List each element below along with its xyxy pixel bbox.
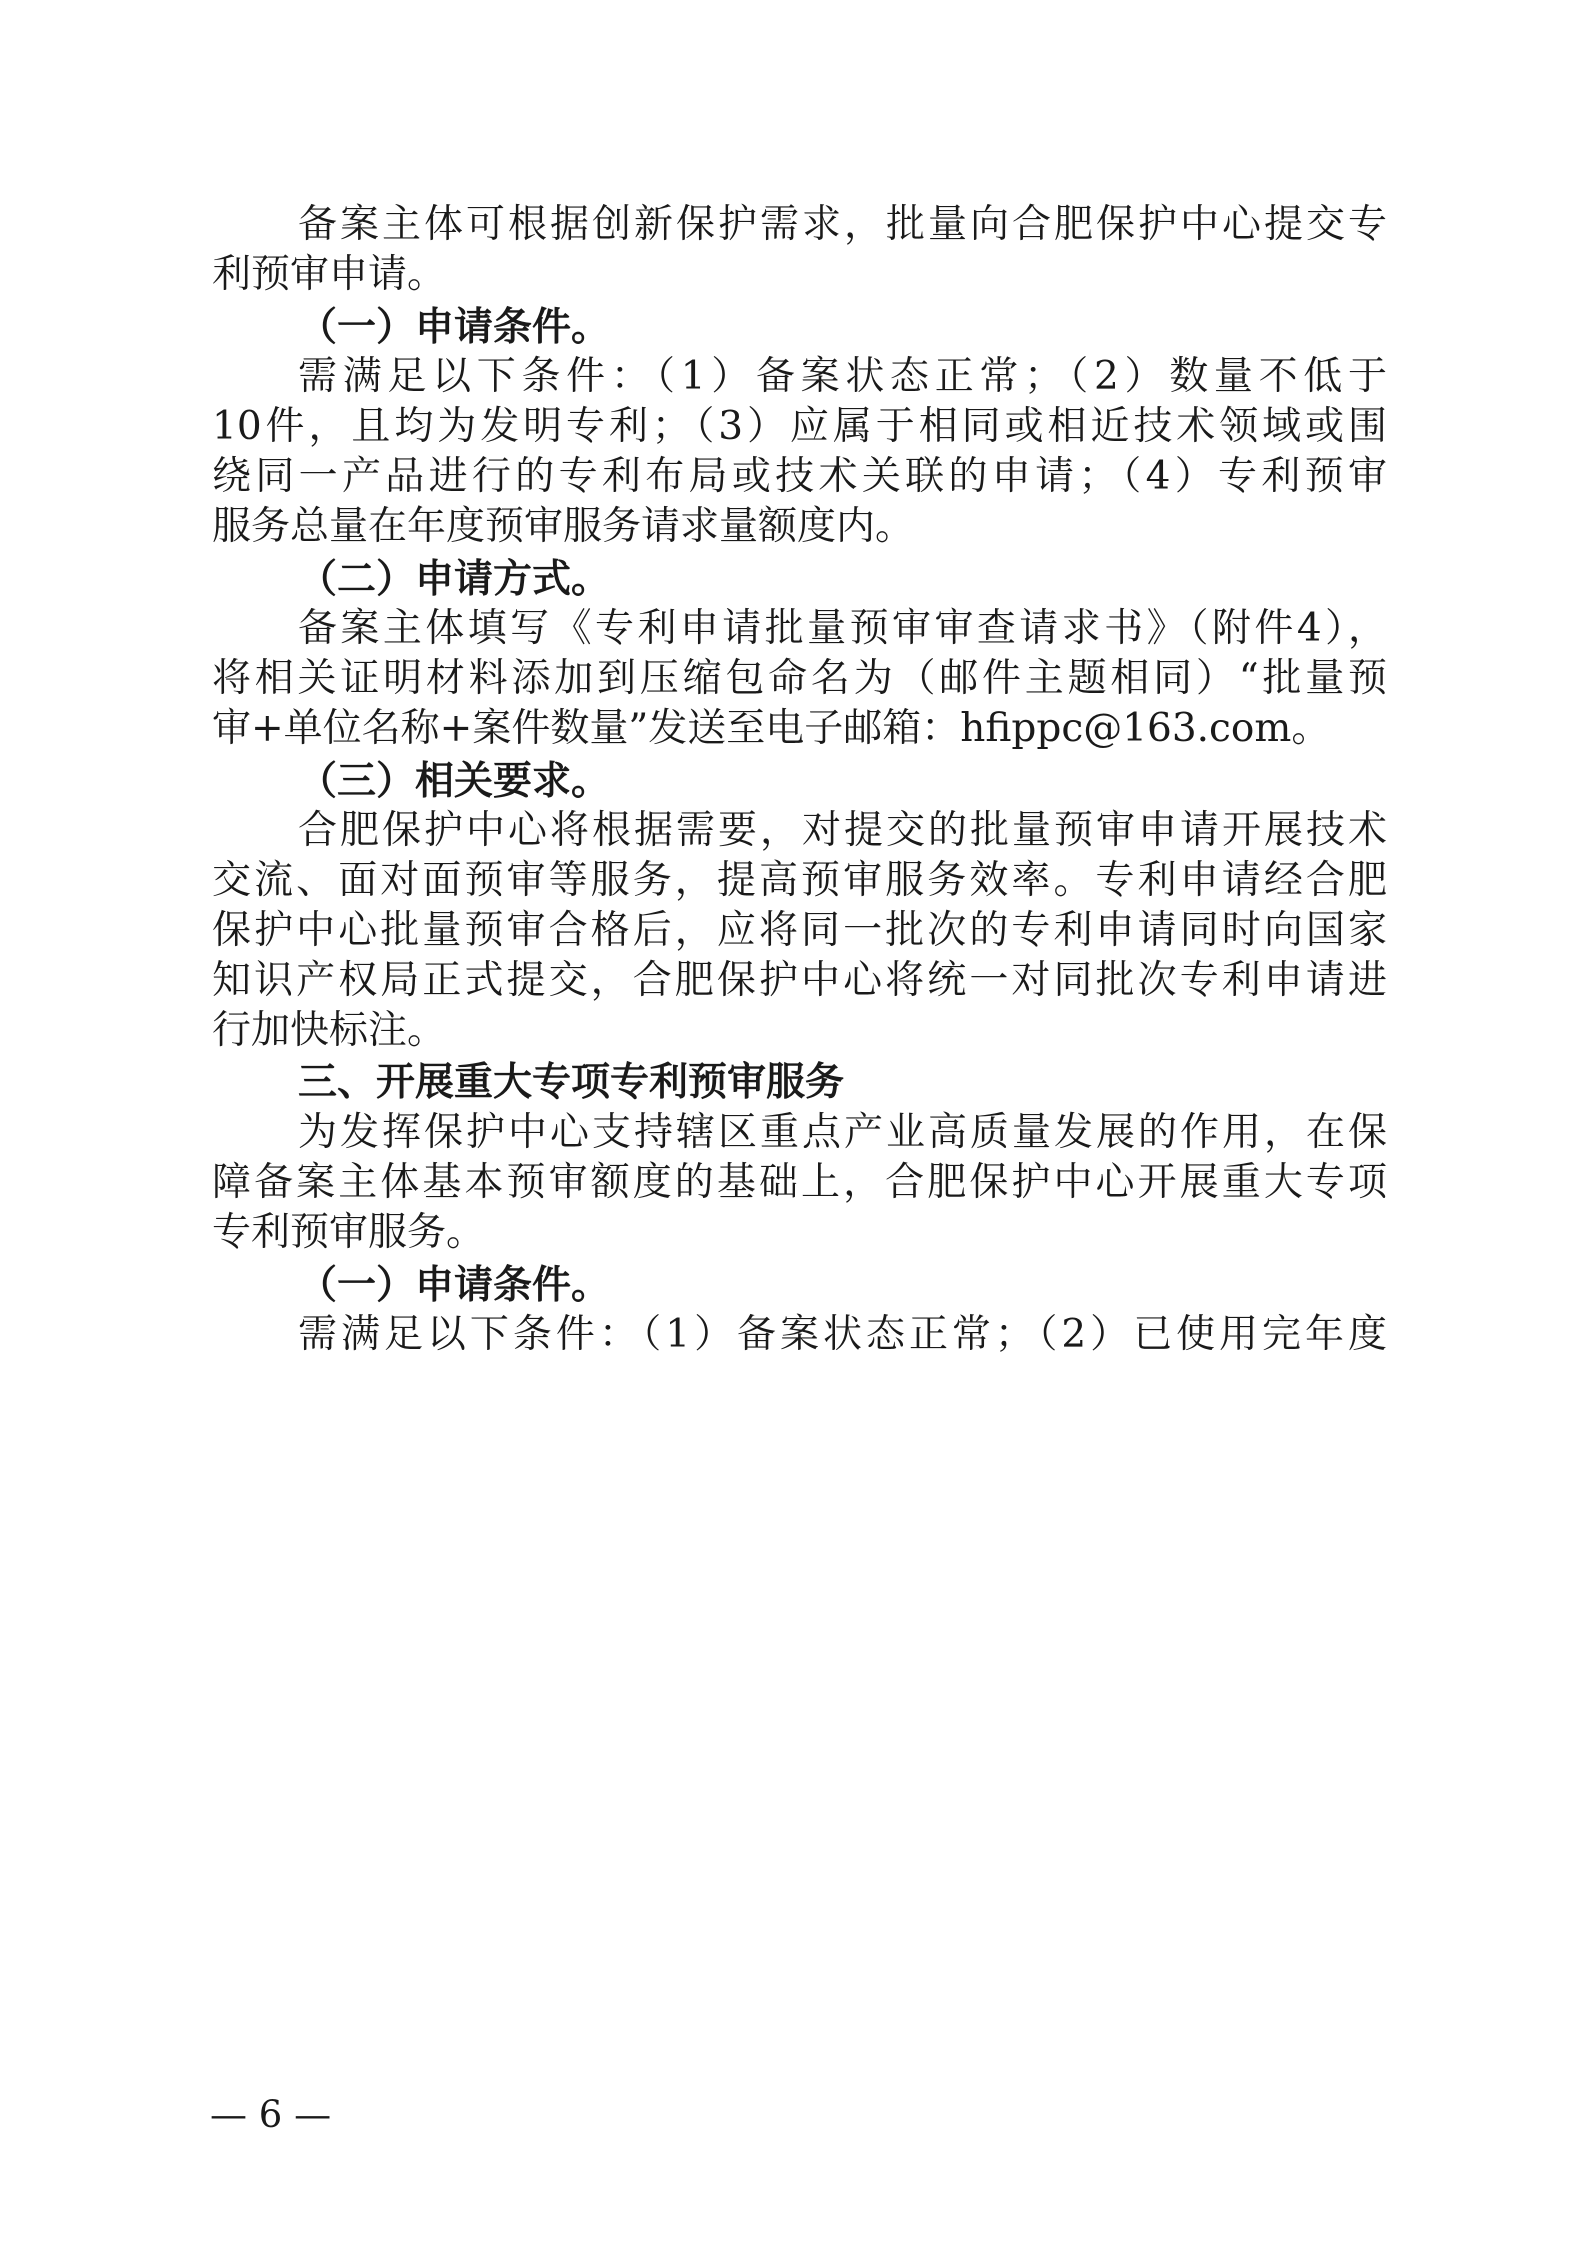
section-subheading: （三）相关要求。: [298, 758, 611, 804]
page-number: — 6 —: [210, 2093, 332, 2136]
paragraph-line: 行加快标注。: [212, 1008, 447, 1053]
paragraph-line: 备案主体可根据创新保护需求，批量向合肥保护中心提交专: [298, 202, 1387, 247]
paragraph-line: 服务总量在年度预审服务请求量额度内。: [212, 504, 915, 549]
section-subheading: （一）申请条件。: [298, 1262, 611, 1308]
paragraph-line: 审+单位名称+案件数量”发送至电子邮箱：hfippc@163.com。: [212, 706, 1331, 751]
paragraph-line: 利预审申请。: [212, 252, 447, 297]
section-heading: 三、开展重大专项专利预审服务: [298, 1060, 845, 1105]
paragraph-line: 10件，且均为发明专利；（3）应属于相同或相近技术领域或围: [212, 404, 1387, 449]
paragraph-line: 为发挥保护中心支持辖区重点产业高质量发展的作用，在保: [298, 1110, 1387, 1155]
paragraph-line: 备案主体填写《专利申请批量预审审查请求书》（附件4），: [298, 606, 1387, 651]
paragraph-line: 专利预审服务。: [212, 1210, 486, 1255]
paragraph-line: 合肥保护中心将根据需要，对提交的批量预审申请开展技术: [298, 808, 1387, 853]
section-subheading: （二）申请方式。: [298, 556, 611, 602]
paragraph-line: 需满足以下条件：（1）备案状态正常；（2）已使用完年度: [298, 1312, 1387, 1357]
paragraph-line: 将相关证明材料添加到压缩包命名为（邮件主题相同）“批量预: [212, 656, 1387, 701]
section-subheading: （一）申请条件。: [298, 304, 611, 350]
paragraph-line: 绕同一产品进行的专利布局或技术关联的申请；（4）专利预审: [212, 454, 1387, 499]
paragraph-line: 需满足以下条件：（1）备案状态正常；（2）数量不低于: [298, 354, 1387, 399]
paragraph-line: 知识产权局正式提交，合肥保护中心将统一对同批次专利申请进: [212, 958, 1387, 1003]
paragraph-line: 交流、面对面预审等服务，提高预审服务效率。专利申请经合肥: [212, 858, 1387, 903]
paragraph-line: 保护中心批量预审合格后，应将同一批次的专利申请同时向国家: [212, 908, 1387, 953]
paragraph-line: 障备案主体基本预审额度的基础上，合肥保护中心开展重大专项: [212, 1160, 1387, 1205]
